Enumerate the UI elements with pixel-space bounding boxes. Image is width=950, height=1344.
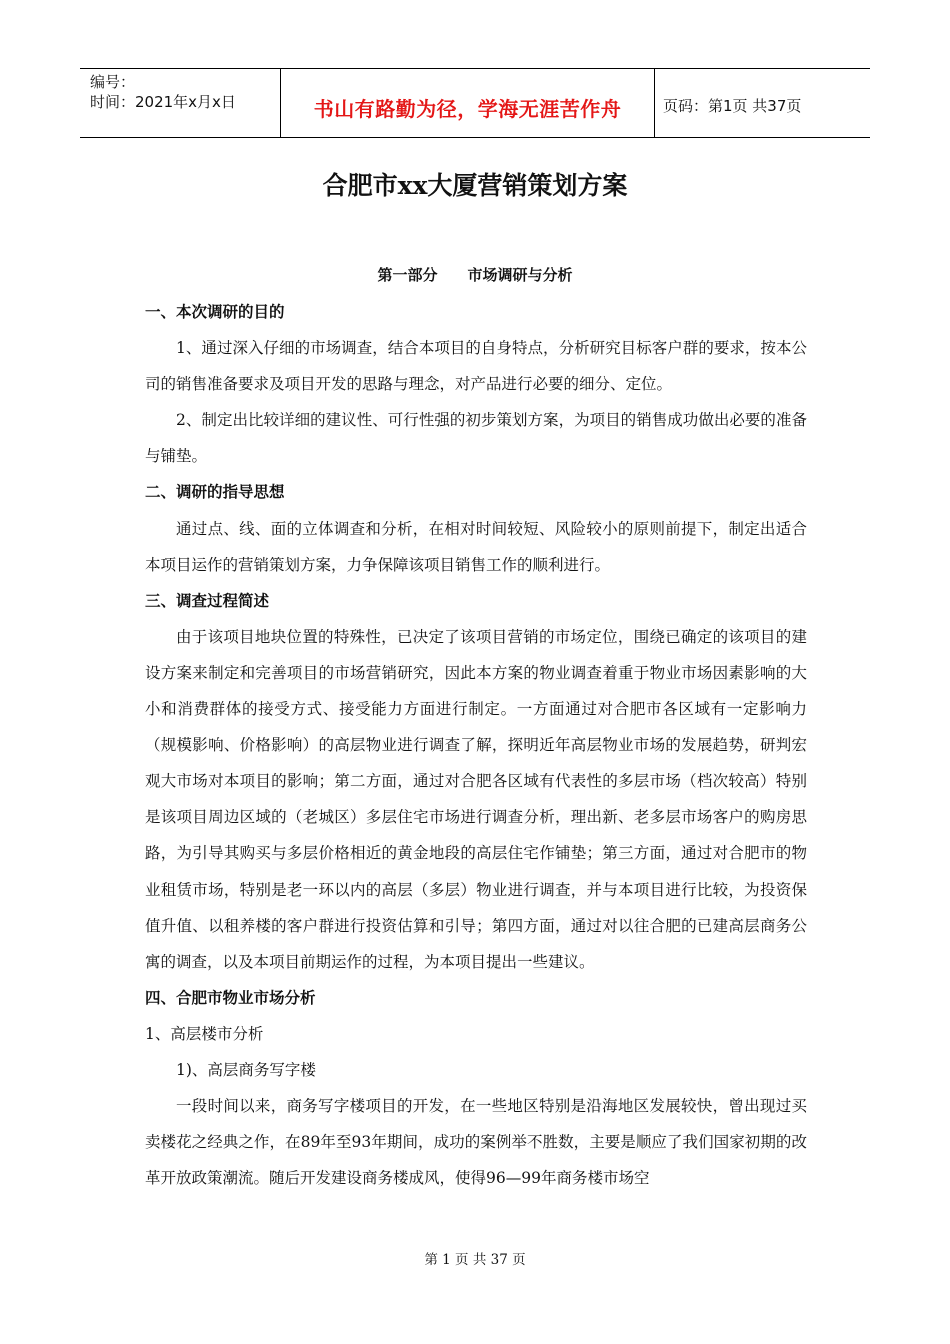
- subsection-title: 1、高层楼市分析: [145, 1024, 264, 1043]
- part-title: 市场调研与分析: [467, 266, 573, 284]
- part-number: 第一部分: [377, 266, 438, 284]
- document-number-label: 编号：: [90, 73, 136, 91]
- page-footer: 第 1 页 共 37 页: [424, 1252, 526, 1268]
- header-page-label: 页码：第1页 共37页: [663, 97, 802, 115]
- section-heading: 四、合肥市物业市场分析: [145, 988, 316, 1007]
- header-info-cell: [80, 69, 280, 137]
- document-body: [145, 294, 807, 1196]
- header-page-cell: [653, 69, 870, 137]
- section-heading: 一、本次调研的目的: [145, 303, 285, 321]
- body-paragraph: 一段时间以来，商务写字楼项目的开发，在一些地区特别是沿海地区发展较快，曾出现过买卖楼花之经典之作，在89年至93年期间，成功的案例举不胜数，主要是顺应了我们国家初期的改革开放政策潮流。随后开发建设商务楼成风，使得96—99年商务楼市场空: [145, 1097, 807, 1188]
- subsection-heading: 1)、高层商务写字楼: [176, 1060, 316, 1079]
- header-motto-cell: [280, 69, 655, 137]
- document-date-label: 时间：2021年x月x日: [90, 93, 236, 111]
- document-title: 合肥市xx大厦营销策划方案: [322, 171, 628, 200]
- section-heading: 三、调查过程简述: [145, 591, 270, 610]
- body-paragraph: 通过点、线、面的立体调查和分析，在相对时间较短、风险较小的原则前提下，制定出适合本项目运作的营销策划方案，力争保障该项目销售工作的顺利进行。: [145, 519, 807, 574]
- header-table: [80, 68, 870, 138]
- body-paragraph: 由于该项目地块位置的特殊性，已决定了该项目营销的市场定位，围绕已确定的该项目的建设方案来制定和完善项目的市场营销研究，因此本方案的物业调查着重于物业市场因素影响的大小和消费群体的接受方式、接受能力方面进行制定。一方面通过对合肥市各区域有一定影响力（规模影响、价格影响）的高层物业进行调查了解，探明近年高层物业市场的发展趋势，研判宏观大市场对本项目的影响；第二方面，通过对合肥各区域有代表性的多层市场（档次较高）特别是该项目周边区域的（老城区）多层住宅市场进行调查分析，理出新、老多层市场客户的购房思路，为引导其购买与多层价格相近的黄金地段的高层住宅作铺垫；第三方面，通过对合肥市的物业租赁市场，特别是老一环以内的高层（多层）物业进行调查，并与本项目进行比较，为投资保值升值、以租养楼的客户群进行投资估算和引导；第四方面，通过对以往合肥的已建高层商务公寓的调查，以及本项目前期运作的过程，为本项目提出一些建议。: [145, 627, 807, 971]
- body-paragraph: 1、通过深入仔细的市场调查，结合本项目的自身特点，分析研究目标客户群的要求，按本公司的销售准备要求及项目开发的思路与理念，对产品进行必要的细分、定位。: [145, 339, 807, 394]
- body-paragraph: 2、制定出比较详细的建议性、可行性强的初步策划方案，为项目的销售成功做出必要的准备与铺垫。: [145, 411, 807, 466]
- part-heading: [0, 264, 950, 285]
- section-heading: 二、调研的指导思想: [145, 483, 285, 502]
- motto-text: 书山有路勤为径，学海无涯苦作舟: [313, 97, 622, 121]
